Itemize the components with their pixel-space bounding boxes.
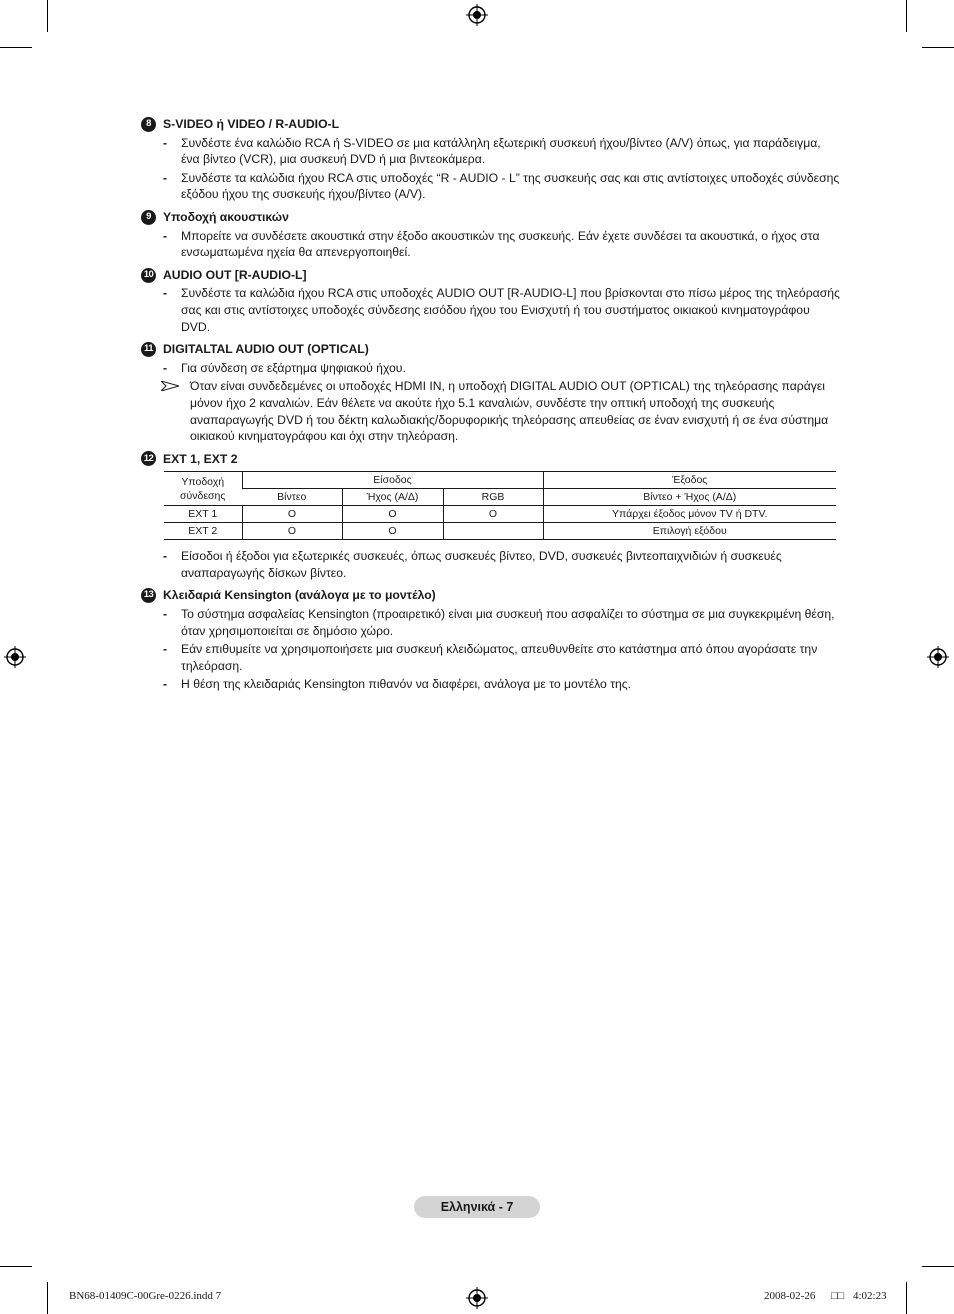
bullet-text: Εάν επιθυμείτε να χρησιμοποιήσετε μια συσκευή κλειδώματος, απευθυνθείτε στο κατάστημα από όπου αγοράσατε την τηλεόραση. <box>181 642 818 673</box>
table-cell: Επιλογή εξόδου <box>543 523 836 540</box>
footer-time: 4:02:23 <box>853 1290 887 1302</box>
table-cell <box>443 523 543 540</box>
table-input-header: Είσοδος <box>242 472 543 489</box>
bullet-item: - Εάν επιθυμείτε να χρησιμοποιήσετε μια συσκευή κλειδώματος, απευθυνθείτε στο κατάστημα από όπου αγοράσατε την τηλεόραση. <box>163 642 818 673</box>
table-cell: EXT 1 <box>164 506 242 523</box>
bullet-text: Για σύνδεση σε εξάρτημα ψηφιακού ήχου. <box>181 360 406 375</box>
note-arrow-icon <box>161 379 179 396</box>
bullet-item: - Είσοδοι ή έξοδοι για εξωτερικές συσκευές, όπως συσκευές βίντεο, DVD, συσκευές βιντεοπαιχνιδιών ή συσκευές αναπαραγωγής δίσκων βίντεο. <box>163 549 782 580</box>
table-subheader: Βίντεο + Ήχος (Α/Δ) <box>543 489 836 506</box>
ext-connector-table <box>164 471 836 540</box>
bullet-item: - Συνδέστε ένα καλώδιο RCA ή S-VIDEO σε μια κατάλληλη εξωτερική συσκευή ήχου/βίντεο (A/V) όπως, για παράδειγμα, ένα βίντεο (VCR), μια συσκευή DVD ή μια βιντεοκάμερα. <box>163 135 821 167</box>
section-title: DIGITALTAL AUDIO OUT (OPTICAL) <box>163 342 369 357</box>
note-text: Όταν είναι συνδεδεμένες οι υποδοχές HDMI IN, η υποδοχή DIGITAL AUDIO OUT (OPTICAL) της τηλεόρασης παράγει μόνον ήχο 2 καναλιών. Εάν θέλετε να ακούτε ήχο 5.1 καναλιών, συνδέστε την οπτική υποδοχή της συσκευής αναπαραγωγής DVD ή του δέκτη καλωδιακής/δορυφορικής τηλεόρασης απευθείας σε έναν ενισχυτή ή σε ένα σύστημα οικιακού κινηματογράφου και όχι στην τηλεόραση. <box>190 379 829 444</box>
section-heading <box>141 341 841 358</box>
note-item <box>141 378 841 444</box>
section-number-badge: 12 <box>141 451 156 466</box>
section-ext <box>141 451 841 582</box>
table-subheader: Ήχος (Α/Δ) <box>342 489 443 506</box>
crop-mark <box>922 47 954 48</box>
manual-content <box>141 116 841 699</box>
footer-time-marks: □□ <box>831 1290 845 1302</box>
table-cell: O <box>443 506 543 523</box>
section-digital-audio-out <box>141 341 841 445</box>
footer-file-name: BN68-01409C-00Gre-0226.indd 7 <box>69 1290 222 1302</box>
crop-mark <box>906 1282 907 1314</box>
bullet-item: - Συνδέστε τα καλώδια ήχου RCA στις υποδοχές AUDIO OUT [R-AUDIO-L] που βρίσκονται στο πίσω μέρος της τηλεόρασής σας και στις αντίστοιχες υποδοχές σύνδεσης εισόδου ήχου του Ενισχυτή ή του συστήματος οικιακού κινηματογράφου DVD. <box>163 286 840 334</box>
section-number-badge: 11 <box>141 342 156 357</box>
crop-mark <box>47 1282 48 1314</box>
crop-mark <box>0 47 32 48</box>
section-heading <box>141 267 841 284</box>
section-number-badge: 13 <box>141 588 156 603</box>
section-number-badge: 10 <box>141 268 156 283</box>
bullet-item: - Η θέση της κλειδαριάς Kensington πιθανόν να διαφέρει, ανάλογα με το μοντέλο της. <box>163 677 632 692</box>
table-cell: Υπάρχει έξοδος μόνον TV ή DTV. <box>543 506 836 523</box>
section-kensington-lock <box>141 587 841 693</box>
bullet-text: Συνδέστε τα καλώδια ήχου RCA στις υποδοχές AUDIO OUT [R-AUDIO-L] που βρίσκονται στο πίσω μέρος της τηλεόρασής σας και στις αντίστοιχες υποδοχές σύνδεσης εισόδου ήχου του Ενισχυτή ή του συστήματος οικιακού κινηματογράφου DVD. <box>181 286 840 334</box>
section-title: EXT 1, EXT 2 <box>163 451 238 466</box>
section-title: S-VIDEO ή VIDEO / R-AUDIO-L <box>163 117 340 131</box>
section-s-video <box>141 116 841 203</box>
bullet-text: Συνδέστε ένα καλώδιο RCA ή S-VIDEO σε μια κατάλληλη εξωτερική συσκευή ήχου/βίντεο (A/V) όπως, για παράδειγμα, ένα βίντεο (VCR), μια συσκευή DVD ή μια βιντεοκάμερα. <box>181 135 821 167</box>
bullet-text: Η θέση της κλειδαριάς Kensington πιθανόν να διαφέρει, ανάλογα με το μοντέλο της. <box>181 677 632 692</box>
table-row <box>164 523 836 540</box>
registration-mark-icon <box>466 4 488 26</box>
registration-mark-icon <box>466 1287 488 1309</box>
table-cell: EXT 2 <box>164 523 242 540</box>
section-title: Κλειδαριά Kensington (ανάλογα με το μοντέλο) <box>163 588 436 603</box>
table-output-header: Έξοδος <box>543 472 836 489</box>
table-corner-header: Υποδοχή σύνδεσης <box>164 472 242 506</box>
bullet-item: - Συνδέστε τα καλώδια ήχου RCA στις υποδοχές “R - AUDIO - L” της συσκευής σας και στις αντίστοιχες υποδοχές σύνδεσης εξόδου ήχου της συσκευής ήχου/βίντεο (A/V). <box>163 170 840 202</box>
table-cell: O <box>342 506 443 523</box>
registration-mark-icon <box>927 646 949 668</box>
section-heading <box>141 209 841 226</box>
crop-mark <box>922 1266 954 1267</box>
page-number-badge: Ελληνικά - 7 <box>414 1196 540 1218</box>
bullet-item: - Μπορείτε να συνδέσετε ακουστικά στην έξοδο ακουστικών της συσκευής. Εάν έχετε συνδέσει τα ακουστικά, ο ήχος στα ενσωματωμένα ηχεία θα απενεργοποιηθεί. <box>163 228 820 260</box>
crop-mark <box>906 0 907 32</box>
bullet-text: Είσοδοι ή έξοδοι για εξωτερικές συσκευές, όπως συσκευές βίντεο, DVD, συσκευές βιντεοπαιχνιδιών ή συσκευές αναπαραγωγής δίσκων βίντεο. <box>181 549 782 580</box>
section-heading <box>141 116 841 133</box>
section-heading <box>141 587 841 604</box>
table-cell: O <box>242 523 342 540</box>
bullet-text: Μπορείτε να συνδέσετε ακουστικά στην έξοδο ακουστικών της συσκευής. Εάν έχετε συνδέσει τα ακουστικά, ο ήχος στα ενσωματωμένα ηχεία θα απενεργοποιηθεί. <box>181 228 820 260</box>
bullet-text: Το σύστημα ασφαλείας Kensington (προαιρετικό) είναι μια συσκευή που ασφαλίζει το σύστημα σε μια συγκεκριμένη θέση, όταν χρησιμοποιείται σε δημόσιο χώρο. <box>181 607 835 638</box>
table-row <box>164 506 836 523</box>
crop-mark <box>0 1266 32 1267</box>
bullet-item: - Για σύνδεση σε εξάρτημα ψηφιακού ήχου. <box>163 360 406 375</box>
table-cell: O <box>342 523 443 540</box>
section-headphones <box>141 209 841 261</box>
section-number-badge: 8 <box>141 117 156 132</box>
footer-date: 2008-02-26 <box>764 1290 816 1302</box>
bullet-item: - Το σύστημα ασφαλείας Kensington (προαιρετικό) είναι μια συσκευή που ασφαλίζει το σύστημα σε μια συγκεκριμένη θέση, όταν χρησιμοποιείται σε δημόσιο χώρο. <box>163 607 835 638</box>
table-subheader: Βίντεο <box>242 489 342 506</box>
section-title: AUDIO OUT [R-AUDIO-L] <box>163 267 307 282</box>
crop-mark <box>47 0 48 32</box>
table-subheader: RGB <box>443 489 543 506</box>
registration-mark-icon <box>4 646 26 668</box>
table-cell: O <box>242 506 342 523</box>
bullet-text: Συνδέστε τα καλώδια ήχου RCA στις υποδοχές “R - AUDIO - L” της συσκευής σας και στις αντίστοιχες υποδοχές σύνδεσης εξόδου ήχου της συσκευής ήχου/βίντεο (A/V). <box>181 170 840 202</box>
section-number-badge: 9 <box>141 210 156 225</box>
section-audio-out <box>141 267 841 335</box>
section-title: Υποδοχή ακουστικών <box>163 209 289 224</box>
section-heading <box>141 451 841 468</box>
